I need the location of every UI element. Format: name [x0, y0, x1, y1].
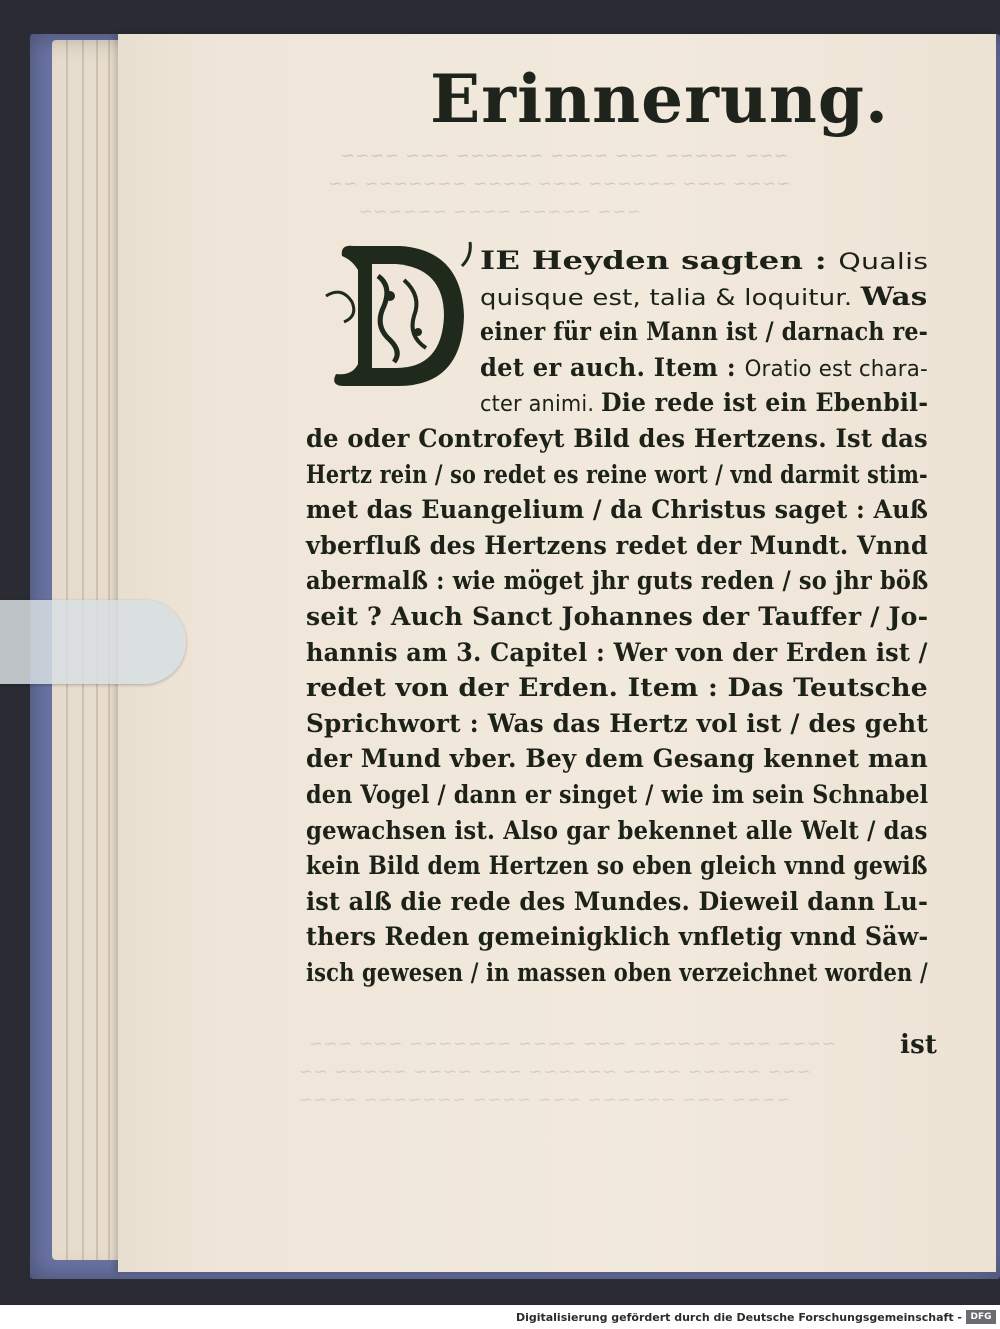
- fraktur-text: IE Heyden sagten :: [480, 246, 839, 275]
- bleed-through-texture: ~~~ ~~~~~ ~~~ ~~~~ ~~~~~~ ~~~ ~~~~: [340, 146, 789, 166]
- fraktur-text: redet von der Erden. Item : Das Teutsche: [306, 673, 928, 703]
- fraktur-text: Was: [860, 281, 928, 311]
- text-line: [480, 388, 928, 417]
- page-heading: Erinnerung.: [430, 60, 889, 138]
- text-line: [306, 922, 928, 951]
- fraktur-text: einer für ein Mann ist / darnach re-: [480, 317, 929, 347]
- fraktur-text: de oder Controfeyt Bild des Hertzens. Ist das: [306, 424, 928, 453]
- clear-bookmark-tab: [0, 600, 186, 684]
- latin-text: quisque est, talia & loquitur.: [480, 285, 861, 311]
- text-line: [306, 602, 928, 631]
- fraktur-text: seit ? Auch Sanct Johannes der Tauffer / Jo-: [306, 602, 929, 631]
- text-line: [306, 424, 928, 453]
- fraktur-text: ist alß die rede des Mundes. Dieweil dann Lu-: [306, 886, 929, 916]
- text-line: [480, 246, 928, 275]
- text-line: [480, 282, 928, 311]
- fraktur-text: Hertz rein / so redet es reine wort / vnd darmit stim-: [306, 459, 928, 489]
- dfg-logo: DFG: [966, 1310, 996, 1324]
- fraktur-text: isch gewesen / in massen oben verzeichnet worden /: [306, 958, 928, 987]
- latin-text: Oratio est chara-: [744, 356, 928, 382]
- text-line: [306, 851, 928, 880]
- decorated-initial-d: [322, 236, 474, 394]
- bleed-through-texture: ~~~ ~~~~~ ~~~~ ~~~~~~ ~~~ ~~~~ ~~~~~ ~~: [298, 1062, 812, 1082]
- funding-credit: Digitalisierung gefördert durch die Deutsche Forschungsgemeinschaft -: [515, 1311, 962, 1324]
- bleed-through-texture: ~~~~ ~~~ ~~~~~~ ~~~ ~~~~ ~~~~~~~ ~~~~: [298, 1090, 791, 1110]
- footer-bar: [0, 1305, 1000, 1329]
- fraktur-text: Sprichwort : Was das Hertz vol ist / des geht: [306, 708, 928, 738]
- text-line: [306, 709, 928, 738]
- fraktur-text: hannis am 3. Capitel : Wer von der Erden ist /: [306, 637, 928, 667]
- fraktur-text: der Mund vber. Bey dem Gesang kennet man: [306, 744, 928, 774]
- text-line: [306, 958, 928, 987]
- fraktur-text: kein Bild dem Hertzen so eben gleich vnnd gewiß: [306, 851, 928, 881]
- catchword: ist: [900, 1030, 938, 1060]
- text-line: [480, 353, 928, 382]
- fraktur-text: vberfluß des Hertzens redet der Mundt. Vnnd: [306, 530, 928, 560]
- text-line: [306, 495, 928, 524]
- bleed-through-texture: ~~~~ ~~~ ~~~~~~ ~~~ ~~~~ ~~~~~~~ ~~: [328, 174, 792, 194]
- latin-text: Qualis: [838, 250, 929, 275]
- text-line: [306, 780, 928, 809]
- text-line: [480, 317, 928, 346]
- bleed-through-texture: ~~~~ ~~~ ~~~~~~ ~~~ ~~~~ ~~~~~~~ ~~~ ~~~: [308, 1034, 836, 1054]
- text-line: [306, 460, 928, 489]
- text-line: [306, 638, 928, 667]
- fraktur-text: den Vogel / dann er singet / wie im sein Schnabel: [306, 780, 929, 809]
- text-line: [306, 566, 928, 595]
- fraktur-text: det er auch. Item :: [480, 352, 745, 382]
- fraktur-text: abermalß : wie möget jhr guts reden / so jhr böß: [306, 566, 929, 596]
- text-line: [306, 531, 928, 560]
- fraktur-text: met das Euangelium / da Christus saget : Auß: [306, 495, 929, 525]
- fraktur-text: gewachsen ist. Also gar bekennet alle Welt / das: [306, 815, 928, 845]
- bleed-through-texture: ~~~ ~~~~~ ~~~~ ~~~~~~: [358, 202, 642, 222]
- text-line: [306, 744, 928, 773]
- latin-text: cter animi.: [480, 392, 602, 418]
- fraktur-text: thers Reden gemeinigklich vnfletig vnnd Säw-: [306, 922, 929, 952]
- text-line: [306, 816, 928, 845]
- text-line: [306, 673, 928, 702]
- text-line: [306, 887, 928, 916]
- fraktur-text: Die rede ist ein Ebenbil-: [601, 388, 929, 418]
